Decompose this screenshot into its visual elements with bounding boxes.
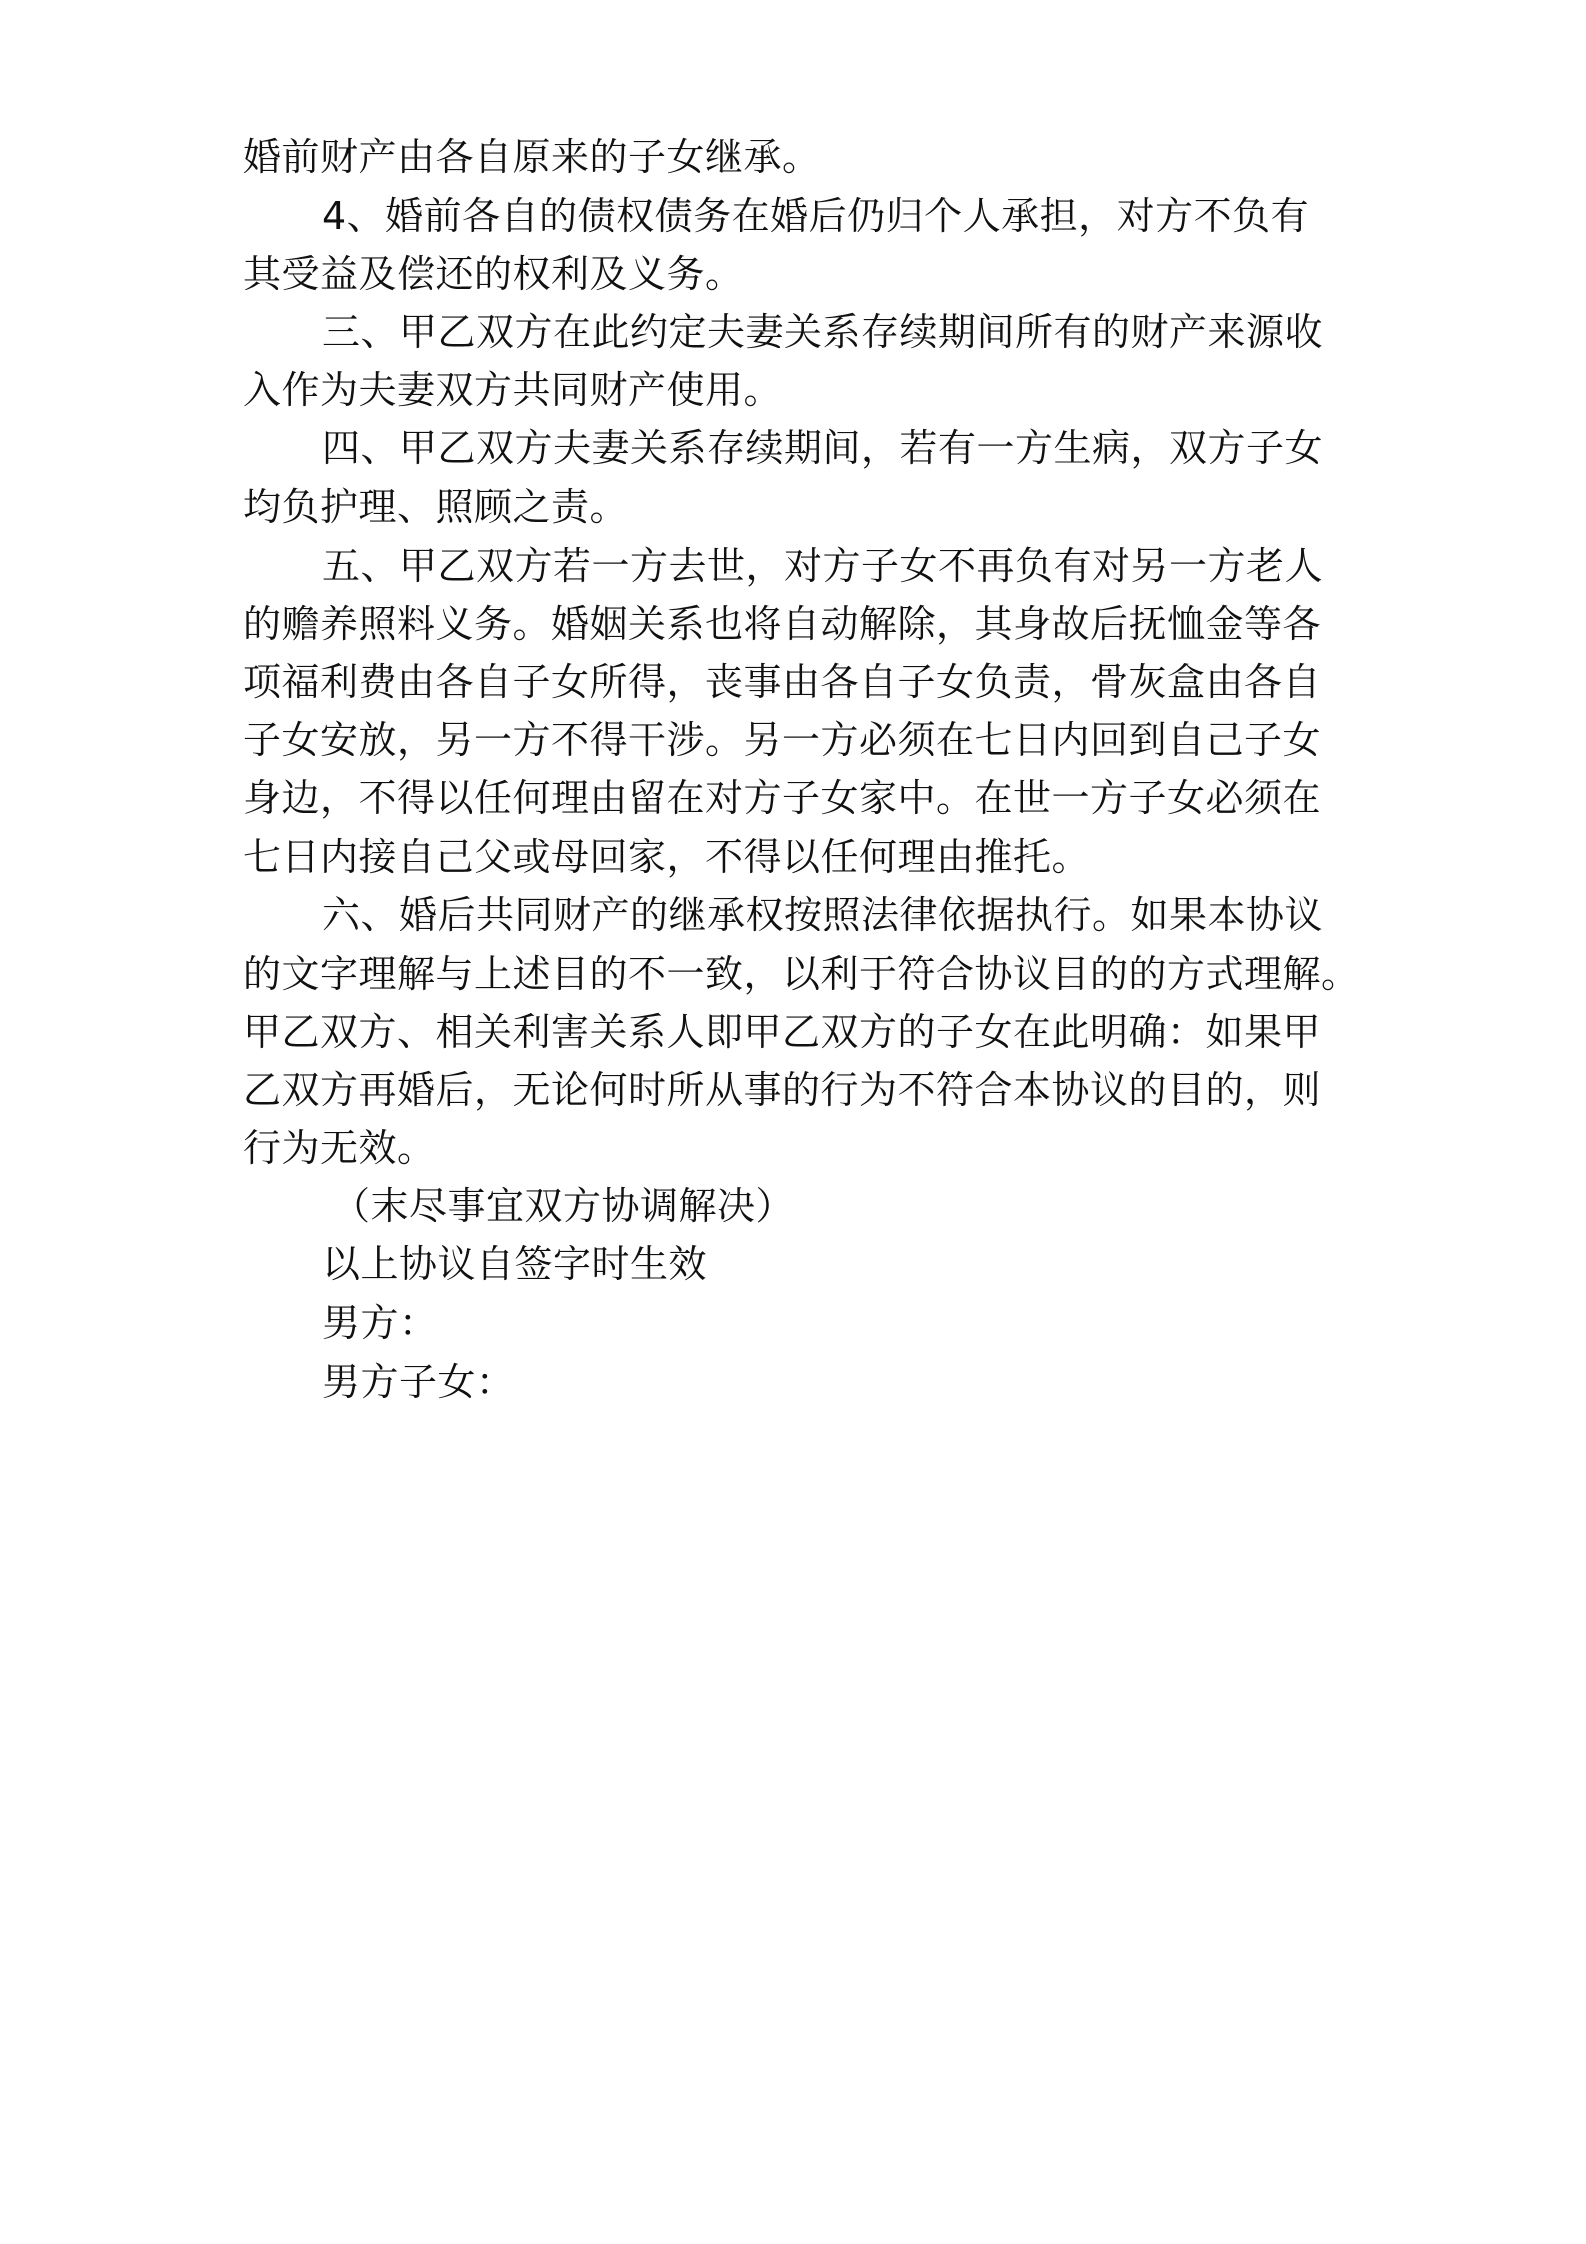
text-line-5: 入作为夫妻双方共同财产使用。 bbox=[243, 368, 783, 412]
text-line-21: 男方： bbox=[322, 1301, 438, 1345]
text-line-17: 乙双方再婚后，无论何时所从事的行为不符合本协议的目的，则 bbox=[243, 1068, 1322, 1112]
text-line-20: 以上协议自签字时生效 bbox=[322, 1242, 708, 1286]
text-line-8: 五、甲乙双方若一方去世，对方子女不再负有对另一方老人 bbox=[322, 544, 1324, 588]
text-line-2: 4、婚前各自的债权债务在婚后仍归个人承担，对方不负有 bbox=[322, 194, 1310, 238]
text-line-4: 三、甲乙双方在此约定夫妻关系存续期间所有的财产来源收 bbox=[322, 310, 1324, 354]
text-line-10: 项福利费由各自子女所得，丧事由各自子女负责，骨灰盒由各自 bbox=[243, 660, 1322, 704]
text-line-16: 甲乙双方、相关利害关系人即甲乙双方的子女在此明确：如果甲 bbox=[243, 1010, 1322, 1054]
text-line-12: 身边，不得以任何理由留在对方子女家中。在世一方子女必须在 bbox=[243, 776, 1322, 820]
text-line-19: （末尽事宜双方协调解决） bbox=[332, 1184, 795, 1228]
text-line-22: 男方子女： bbox=[322, 1360, 515, 1404]
text-line-18: 行为无效。 bbox=[243, 1126, 436, 1170]
text-line-7: 均负护理、照顾之责。 bbox=[243, 485, 629, 529]
text-line-13: 七日内接自己父或母回家，不得以任何理由推托。 bbox=[243, 835, 1091, 879]
text-line-1: 婚前财产由各自原来的子女继承。 bbox=[243, 135, 821, 179]
text-line-6: 四、甲乙双方夫妻关系存续期间，若有一方生病，双方子女 bbox=[322, 426, 1324, 470]
text-line-14: 六、婚后共同财产的继承权按照法律依据执行。如果本协议 bbox=[322, 893, 1324, 937]
text-line-11: 子女安放，另一方不得干涉。另一方必须在七日内回到自己子女 bbox=[243, 718, 1322, 762]
text-line-3: 其受益及偿还的权利及义务。 bbox=[243, 252, 744, 296]
text-line-9: 的赡养照料义务。婚姻关系也将自动解除，其身故后抚恤金等各 bbox=[243, 602, 1322, 646]
text-line-15: 的文字理解与上述目的不一致，以利于符合协议目的的方式理解。 bbox=[243, 952, 1360, 996]
